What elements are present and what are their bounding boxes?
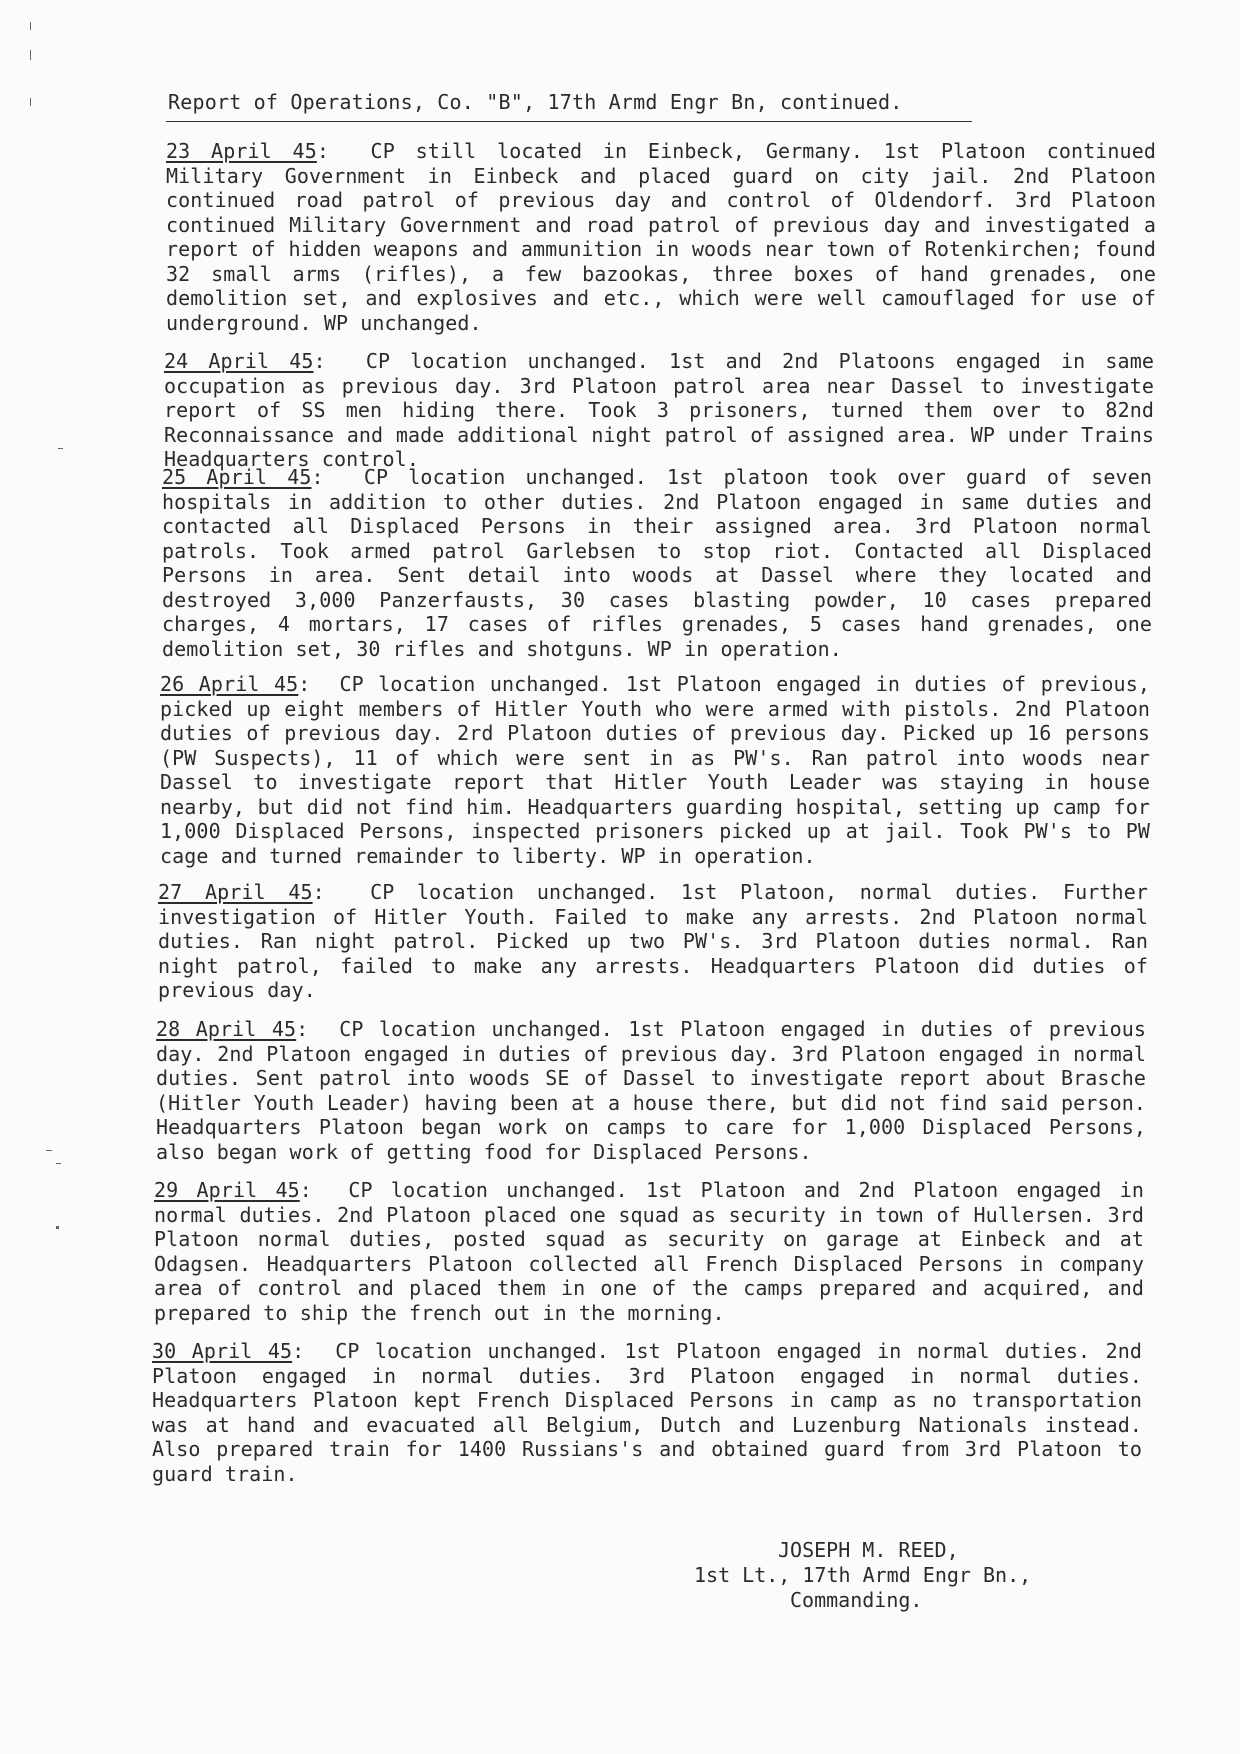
signature-role: Commanding. [790, 1588, 923, 1612]
entry-date: 24 April 45 [164, 349, 314, 373]
header-underline [166, 121, 972, 122]
entry-30-april: 30 April 45: CP location unchanged. 1st Platoon engaged in normal duties. 2nd Platoon engaged in normal duties. 3rd Platoon engaged in normal duties. Headquarters Platoon kept French Displaced Persons in camp as no transportation was at hand and evacuated all Belgium, Dutch and Luzenburg Nationals instead. Also prepared train for 1400 Russians's and obtained guard from 3rd Platoon to guard train. [152, 1339, 1142, 1486]
signature-rank: 1st Lt., 17th Armd Engr Bn., [694, 1563, 1032, 1587]
entry-text: CP location unchanged. 1st Platoon engaged in normal duties. 2nd Platoon engaged in normal duties. 3rd Platoon engaged in normal duties. Headquarters Platoon kept French Displaced Persons in camp as no transportation was at hand and evacuated all Belgium, Dutch and Luzenburg Nationals instead. Also prepared train for 1400 Russians's and obtained guard from 3rd Platoon to guard train. [152, 1339, 1142, 1486]
scan-mark [56, 1163, 61, 1164]
entry-27-april: 27 April 45: CP location unchanged. 1st Platoon, normal duties. Further investigation of Hitler Youth. Failed to make any arrests. 2nd Platoon normal duties. Ran night patrol. Picked up two PW's. 3rd Platoon duties normal. Ran night patrol, failed to make any arrests. Headquarters Platoon did duties of previous day. [158, 880, 1148, 1002]
entry-29-april: 29 April 45: CP location unchanged. 1st Platoon and 2nd Platoon engaged in normal duties. 2nd Platoon placed one squad as security in town of Hullersen. 3rd Platoon normal duties, posted squad as security on garage at Einbeck and at Odagsen. Headquarters Platoon collected all French Displaced Persons in company area of control and placed them in one of the camps prepared and acquired, and prepared to ship the french out in the morning. [154, 1178, 1144, 1325]
entry-date: 25 April 45 [162, 465, 312, 489]
signature-block [694, 1538, 1074, 1613]
scan-mark [56, 1226, 59, 1229]
entry-date: 28 April 45 [156, 1017, 297, 1041]
entry-25-april: 25 April 45: CP location unchanged. 1st platoon took over guard of seven hospitals in addition to other duties. 2nd Platoon engaged in same duties and contacted all Displaced Persons in their assigned area. 3rd Platoon normal patrols. Took armed patrol Garlebsen to stop riot. Contacted all Displaced Persons in area. Sent detail into woods at Dassel where they located and destroyed 3,000 Panzerfausts, 30 cases blasting powder, 10 cases prepared charges, 4 mortars, 17 cases of rifles grenades, 5 cases hand grenades, one demolition set, 30 rifles and shotguns. WP in operation. [162, 465, 1152, 661]
entry-28-april: 28 April 45: CP location unchanged. 1st Platoon engaged in duties of previous day. 2nd Platoon engaged in duties of previous day. 3rd Platoon engaged in normal duties. Sent patrol into woods SE of Dassel to investigate report about Brasche (Hitler Youth Leader) having been at a house there, but did not find said person. Headquarters Platoon began work on camps to care for 1,000 Displaced Persons, also began work of getting food for Displaced Persons. [156, 1017, 1146, 1164]
entry-date: 29 April 45 [154, 1178, 300, 1202]
entry-24-april: 24 April 45: CP location unchanged. 1st and 2nd Platoons engaged in same occupation as previous day. 3rd Platoon patrol area near Dassel to investigate report of SS men hiding there. Took 3 prisoners, turned them over to 82nd Reconnaissance and made additional night patrol of assigned area. WP under Trains Headquarters control. [164, 349, 1154, 471]
entry-text: CP location unchanged. 1st Platoon engaged in duties of previous, picked up eight members of Hitler Youth who were armed with pistols. 2nd Platoon duties of previous day. 2rd Platoon duties of previous day. Picked up 16 persons (PW Suspects), 11 of which were sent in as PW's. Ran patrol into woods near Dassel to investigate report that Hitler Youth Leader was staying in house nearby, but did not find him. Headquarters guarding hospital, setting up camp for 1,000 Displaced Persons, inspected prisoners picked up at jail. Took PW's to PW cage and turned remainder to liberty. WP in operation. [160, 672, 1150, 868]
signature-name: JOSEPH M. REED, [778, 1538, 959, 1562]
scan-mark [46, 1150, 52, 1151]
entry-text: CP location unchanged. 1st and 2nd Platoons engaged in same occupation as previous day. 3rd Platoon patrol area near Dassel to investigate report of SS men hiding there. Took 3 prisoners, turned them over to 82nd Reconnaissance and made additional night patrol of assigned area. WP under Trains Headquarters control. [164, 349, 1154, 471]
scan-mark [30, 98, 31, 106]
entry-text: CP location unchanged. 1st Platoon and 2nd Platoon engaged in normal duties. 2nd Platoon placed one squad as security in town of Hullersen. 3rd Platoon normal duties, posted squad as security on garage at Einbeck and at Odagsen. Headquarters Platoon collected all French Displaced Persons in company area of control and placed them in one of the camps prepared and acquired, and prepared to ship the french out in the morning. [154, 1178, 1144, 1325]
entry-date: 27 April 45 [158, 880, 313, 904]
scan-mark [30, 22, 31, 30]
entry-date: 30 April 45 [152, 1339, 293, 1363]
entry-date: 26 April 45 [160, 672, 299, 696]
entry-text: CP location unchanged. 1st Platoon engaged in duties of previous day. 2nd Platoon engaged in duties of previous day. 3rd Platoon engaged in normal duties. Sent patrol into woods SE of Dassel to investigate report about Brasche (Hitler Youth Leader) having been at a house there, but did not find said person. Headquarters Platoon began work on camps to care for 1,000 Displaced Persons, also began work of getting food for Displaced Persons. [156, 1017, 1146, 1164]
entry-26-april: 26 April 45: CP location unchanged. 1st Platoon engaged in duties of previous, picked up eight members of Hitler Youth who were armed with pistols. 2nd Platoon duties of previous day. 2rd Platoon duties of previous day. Picked up 16 persons (PW Suspects), 11 of which were sent in as PW's. Ran patrol into woods near Dassel to investigate report that Hitler Youth Leader was staying in house nearby, but did not find him. Headquarters guarding hospital, setting up camp for 1,000 Displaced Persons, inspected prisoners picked up at jail. Took PW's to PW cage and turned remainder to liberty. WP in operation. [160, 672, 1150, 868]
report-header: Report of Operations, Co. "B", 17th Armd Engr Bn, continued. [168, 90, 903, 114]
entry-text: CP location unchanged. 1st platoon took over guard of seven hospitals in addition to other duties. 2nd Platoon engaged in same duties and contacted all Displaced Persons in their assigned area. 3rd Platoon normal patrols. Took armed patrol Garlebsen to stop riot. Contacted all Displaced Persons in area. Sent detail into woods at Dassel where they located and destroyed 3,000 Panzerfausts, 30 cases blasting powder, 10 cases prepared charges, 4 mortars, 17 cases of rifles grenades, 5 cases hand grenades, one demolition set, 30 rifles and shotguns. WP in operation. [162, 465, 1152, 661]
scan-mark [58, 448, 63, 449]
entry-date: 23 April 45 [166, 139, 317, 163]
entry-23-april: 23 April 45: CP still located in Einbeck, Germany. 1st Platoon continued Military Government in Einbeck and placed guard on city jail. 2nd Platoon continued road patrol of previous day and control of Oldendorf. 3rd Platoon continued Military Government and road patrol of previous day and investigated a report of hidden weapons and ammunition in woods near town of Rotenkirchen; found 32 small arms (rifles), a few bazookas, three boxes of hand grenades, one demolition set, and explosives and etc., which were well camouflaged for use of underground. WP unchanged. [166, 139, 1156, 335]
entry-text: CP still located in Einbeck, Germany. 1st Platoon continued Military Government in Einbeck and placed guard on city jail. 2nd Platoon continued road patrol of previous day and control of Oldendorf. 3rd Platoon continued Military Government and road patrol of previous day and investigated a report of hidden weapons and ammunition in woods near town of Rotenkirchen; found 32 small arms (rifles), a few bazookas, three boxes of hand grenades, one demolition set, and explosives and etc., which were well camouflaged for use of underground. WP unchanged. [166, 139, 1156, 335]
scan-mark [30, 50, 31, 60]
entry-text: CP location unchanged. 1st Platoon, normal duties. Further investigation of Hitler Youth. Failed to make any arrests. 2nd Platoon normal duties. Ran night patrol. Picked up two PW's. 3rd Platoon duties normal. Ran night patrol, failed to make any arrests. Headquarters Platoon did duties of previous day. [158, 880, 1148, 1002]
